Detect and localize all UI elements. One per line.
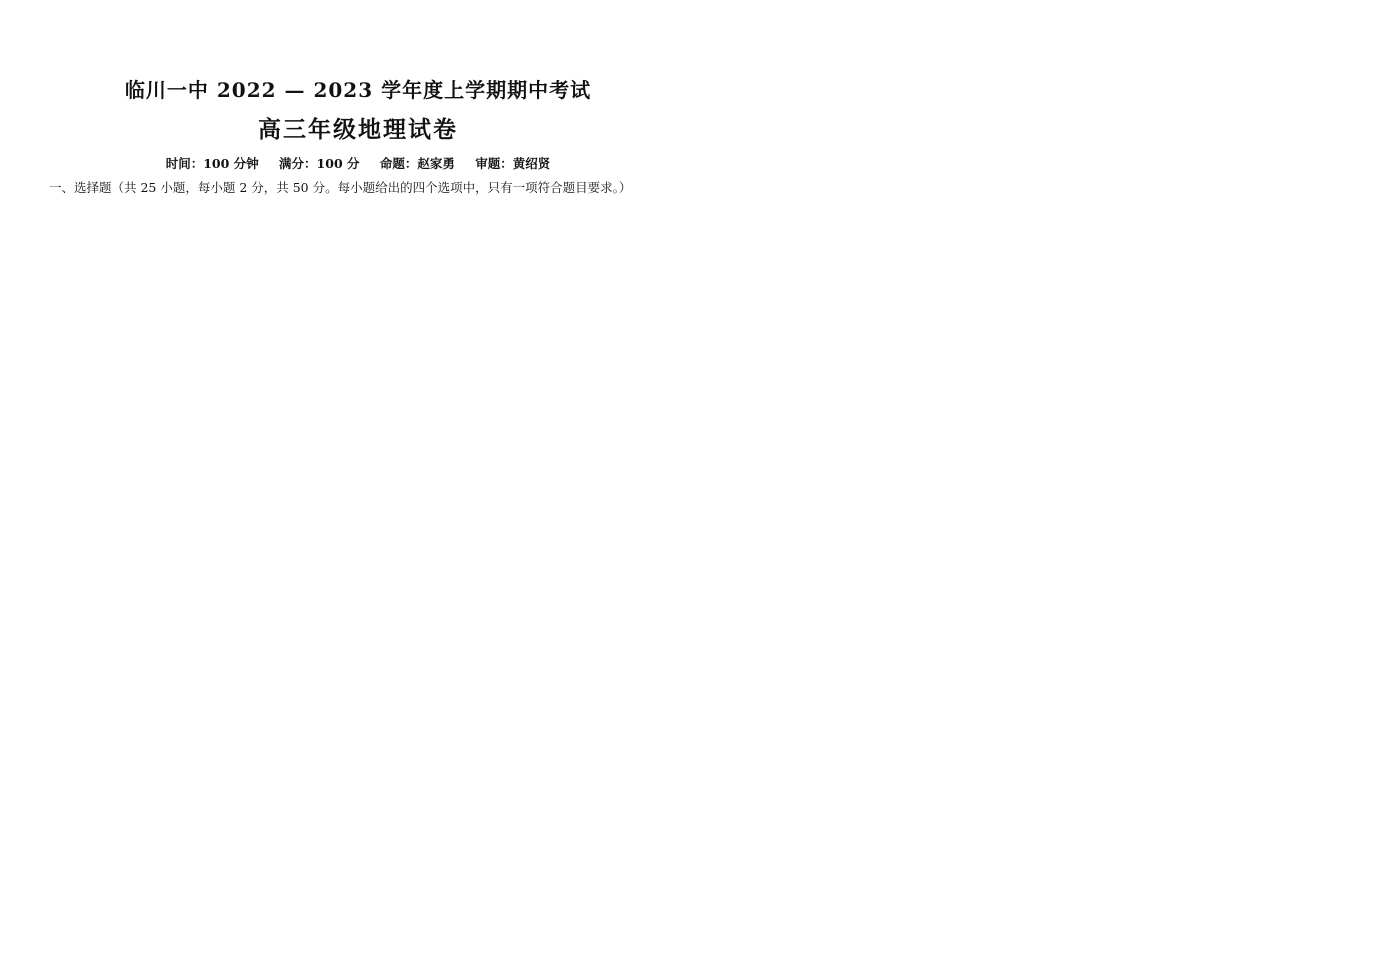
exam-full-score: 满分：100 分 — [279, 156, 360, 171]
section-heading: 一、选择题（共 25 小题，每小题 2 分，共 50 分。每小题给出的四个选项中，只有一项符合题目要求。） — [49, 180, 632, 195]
exam-setter: 命题：赵家勇 — [379, 156, 455, 171]
exam-info-line — [0, 154, 716, 172]
paper-title: 高三年级地理试卷 — [258, 117, 458, 143]
exam-title: 临川一中 2022 — 2023 学年度上学期期中考试 — [124, 78, 592, 102]
exam-time: 时间：100 分钟 — [165, 156, 259, 171]
exam-reviewer: 审题：黄绍贤 — [475, 156, 551, 171]
